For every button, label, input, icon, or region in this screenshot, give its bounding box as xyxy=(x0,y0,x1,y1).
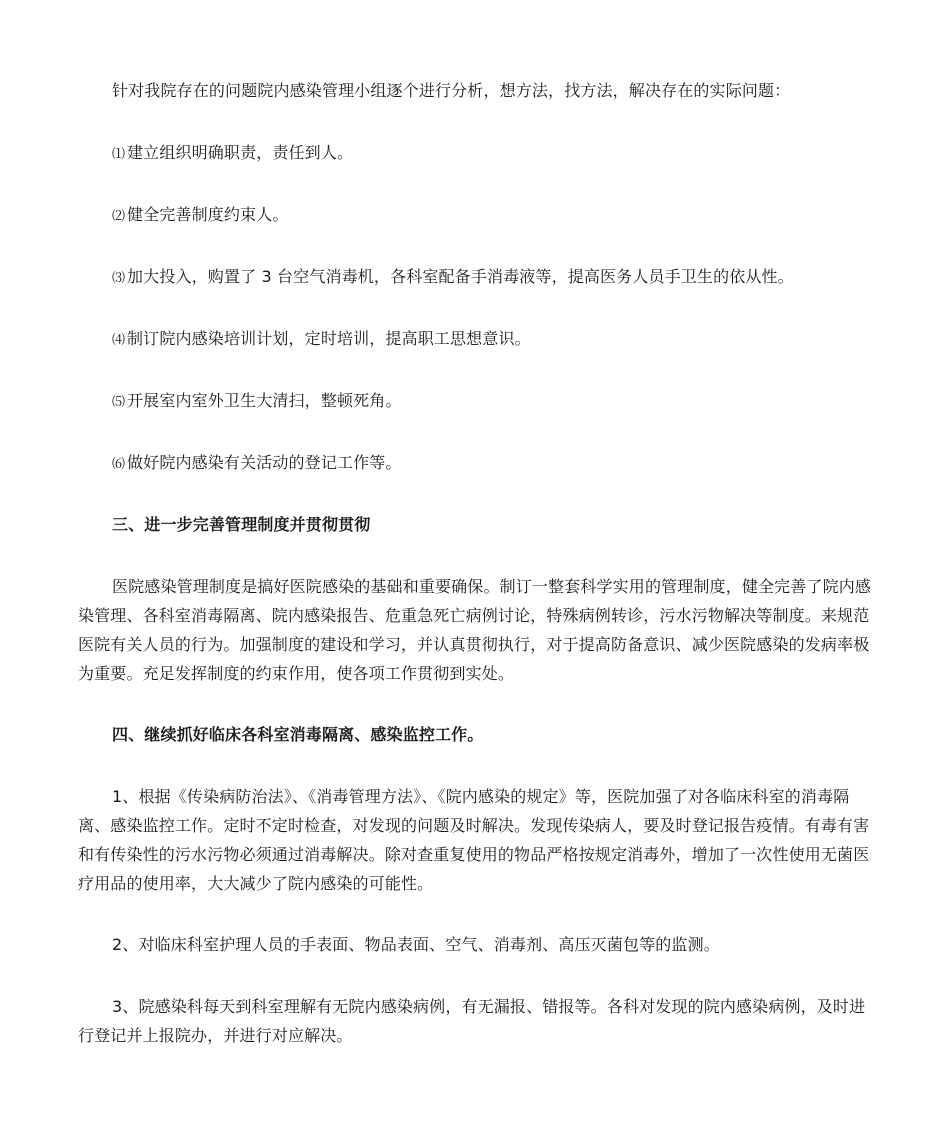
section-paragraph: 1、根据《传染病防治法》、《消毒管理方法》、《院内感染的规定》等，医院加强了对各临床科室的消毒隔离、感染监控工作。定时不定时检查，对发现的问题及时解决。发现传染病人，要及时登记报告疫情。有毒有害和有传染性的污水污物必须通过消毒解决。除对查重复使用的物品严格按规定消毒外，增加了一次性使用无菌医疗用品的使用率，大大减少了院内感染的可能性。 xyxy=(78,787,870,893)
list-item xyxy=(78,386,874,417)
list-item xyxy=(78,262,874,293)
item-number: ⑶ xyxy=(112,271,126,286)
list-item xyxy=(78,200,874,231)
item-text: 健全完善制度约束人。 xyxy=(127,205,289,224)
item-number: ⑷ xyxy=(112,333,126,348)
list-item xyxy=(78,138,874,169)
item-number: ⑵ xyxy=(112,209,126,224)
item-text: 开展室内室外卫生大清扫，整顿死角。 xyxy=(127,391,402,410)
item-number: ⑹ xyxy=(112,457,126,472)
section-heading: 三、进一步完善管理制度并贯彻贯彻 xyxy=(112,515,371,534)
list-item xyxy=(78,324,874,355)
item-number: ⑸ xyxy=(112,395,126,410)
section-heading: 四、继续抓好临床各科室消毒隔离、感染监控工作。 xyxy=(112,725,484,744)
section-paragraph: 医院感染管理制度是搞好医院感染的基础和重要确保。制订一整套科学实用的管理制度，健全完善了院内感染管理、各科室消毒隔离、院内感染报告、危重急死亡病例讨论，特殊病例转诊，污水污物解决等制度。来规范医院有关人员的行为。加强制度的建设和学习，并认真贯彻执行，对于提高防备意识、减少医院感染的发病率极为重要。充足发挥制度的约束作用，使各项工作贯彻到实处。 xyxy=(78,577,872,683)
section-paragraph: 3、院感染科每天到科室理解有无院内感染病例，有无漏报、错报等。各科对发现的院内感染病例，及时进行登记并上报院办，并进行对应解决。 xyxy=(78,997,866,1045)
item-text: 建立组织明确职责，责任到人。 xyxy=(127,143,354,162)
list-item xyxy=(78,448,874,479)
intro-paragraph: 针对我院存在的问题院内感染管理小组逐个进行分析，想方法，找方法，解决存在的实际问题： xyxy=(112,81,791,100)
item-text: 制订院内感染培训计划，定时培训，提高职工思想意识。 xyxy=(127,329,531,348)
item-text: 加大投入，购置了 3 台空气消毒机，各科室配备手消毒液等，提高医务人员手卫生的依从性。 xyxy=(127,267,794,286)
item-number: ⑴ xyxy=(112,147,126,162)
item-text: 做好院内感染有关活动的登记工作等。 xyxy=(127,453,402,472)
section-paragraph: 2、对临床科室护理人员的手表面、物品表面、空气、消毒剂、高压灭菌包等的监测。 xyxy=(112,935,720,954)
